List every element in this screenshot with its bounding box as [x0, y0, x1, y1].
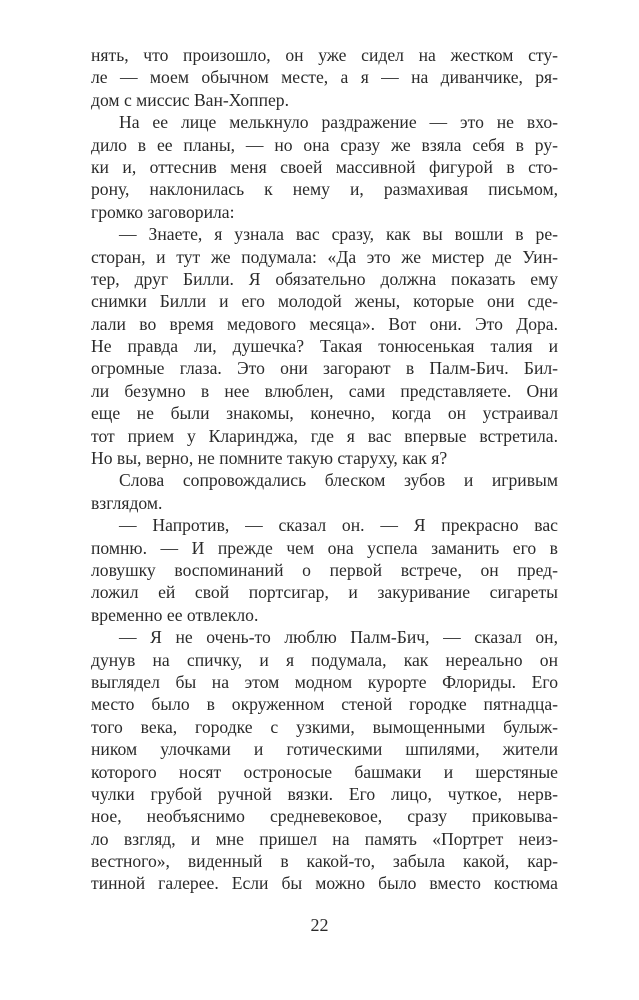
- text-line: Но вы, верно, не помните такую старуху, как я?: [91, 448, 448, 469]
- text-line: сторан, и тут же подумала: «Да это же мистер де Уин-: [91, 246, 558, 267]
- text-line: выглядел бы на этом модном курорте Флориды. Его: [91, 671, 558, 692]
- text-line: взглядом.: [91, 492, 163, 513]
- paragraph: [91, 111, 558, 223]
- text-line: вестного», виденный в какой-то, забыла какой, кар-: [91, 851, 558, 872]
- text-line: лали во время медового месяца». Вот они. Это Дора.: [91, 313, 558, 334]
- text-line: чулки грубой ручной вязки. Его лицо, чуткое, нерв-: [91, 783, 558, 804]
- text-line: дом с миссис Ван-Хоппер.: [91, 89, 289, 110]
- text-line: временно ее отвлекло.: [91, 604, 259, 625]
- text-line: дунув на спичку, и я подумала, как нереально он: [91, 649, 558, 670]
- text-line: ле — моем обычном месте, а я — на диванчике, ря-: [91, 67, 558, 88]
- text-line: ло взгляд, и мне пришел на память «Портрет неиз-: [91, 828, 558, 849]
- text-line: ложил ей свой портсигар, и закуривание сигареты: [91, 582, 558, 603]
- text-line: — Напротив, — сказал он. — Я прекрасно вас: [119, 515, 558, 536]
- text-line: которого носят остроносые башмаки и шерстяные: [91, 761, 558, 782]
- text-line: громко заговорила:: [91, 201, 235, 222]
- text-line: Не правда ли, душечка? Такая тонюсенькая талия и: [91, 336, 558, 357]
- text-line: ки и, оттеснив меня своей массивной фигурой в сто-: [91, 156, 558, 177]
- text-line: того века, городке с узкими, вымощенными булыж-: [91, 716, 558, 737]
- text-line: ное, необъяснимо средневековое, сразу приковыва-: [91, 806, 558, 827]
- text-line: ником улочками и готическими шпилями, жители: [91, 739, 558, 760]
- text-line: помню. — И прежде чем она успела заманить его в: [91, 537, 558, 558]
- text-line: тинной галерее. Если бы можно было вместо костюма: [91, 873, 558, 894]
- text-line: нять, что произошло, он уже сидел на жестком сту-: [91, 45, 558, 65]
- paragraph: [91, 626, 558, 895]
- text-line: На ее лице мелькнуло раздражение — это не вхо-: [119, 112, 558, 133]
- text-line: дило в ее планы, — но она сразу же взяла себя в ру-: [91, 134, 558, 155]
- text-line: — Знаете, я узнала вас сразу, как вы вошли в ре-: [119, 224, 558, 245]
- text-line: еще не были знакомы, конечно, когда он устраивал: [91, 403, 558, 424]
- text-line: рону, наклонилась к нему и, размахивая письмом,: [91, 179, 558, 200]
- paragraph: [91, 514, 558, 626]
- text-line: — Я не очень-то люблю Палм-Бич, — сказал он,: [119, 627, 558, 648]
- page-body-text: [91, 44, 558, 895]
- text-line: Слова сопровождались блеском зубов и игривым: [119, 470, 558, 491]
- paragraph: [91, 44, 558, 111]
- paragraph: [91, 469, 558, 514]
- text-line: ловушку воспоминаний о первой встрече, он пред-: [91, 559, 558, 580]
- text-line: место было в окруженном стеной городке пятнадца-: [91, 694, 558, 715]
- text-line: тер, друг Билли. Я обязательно должна показать ему: [91, 268, 558, 289]
- paragraph: [91, 223, 558, 469]
- text-line: огромные глаза. Это они загорают в Палм-Бич. Бил-: [91, 358, 558, 379]
- page-number: 22: [310, 915, 329, 935]
- text-line: ли безумно в нее влюблен, сами представляете. Они: [91, 380, 558, 401]
- text-line: снимки Билли и его молодой жены, которые они сде-: [91, 291, 558, 312]
- text-line: тот прием у Кларинджа, где я вас впервые встретила.: [91, 425, 558, 446]
